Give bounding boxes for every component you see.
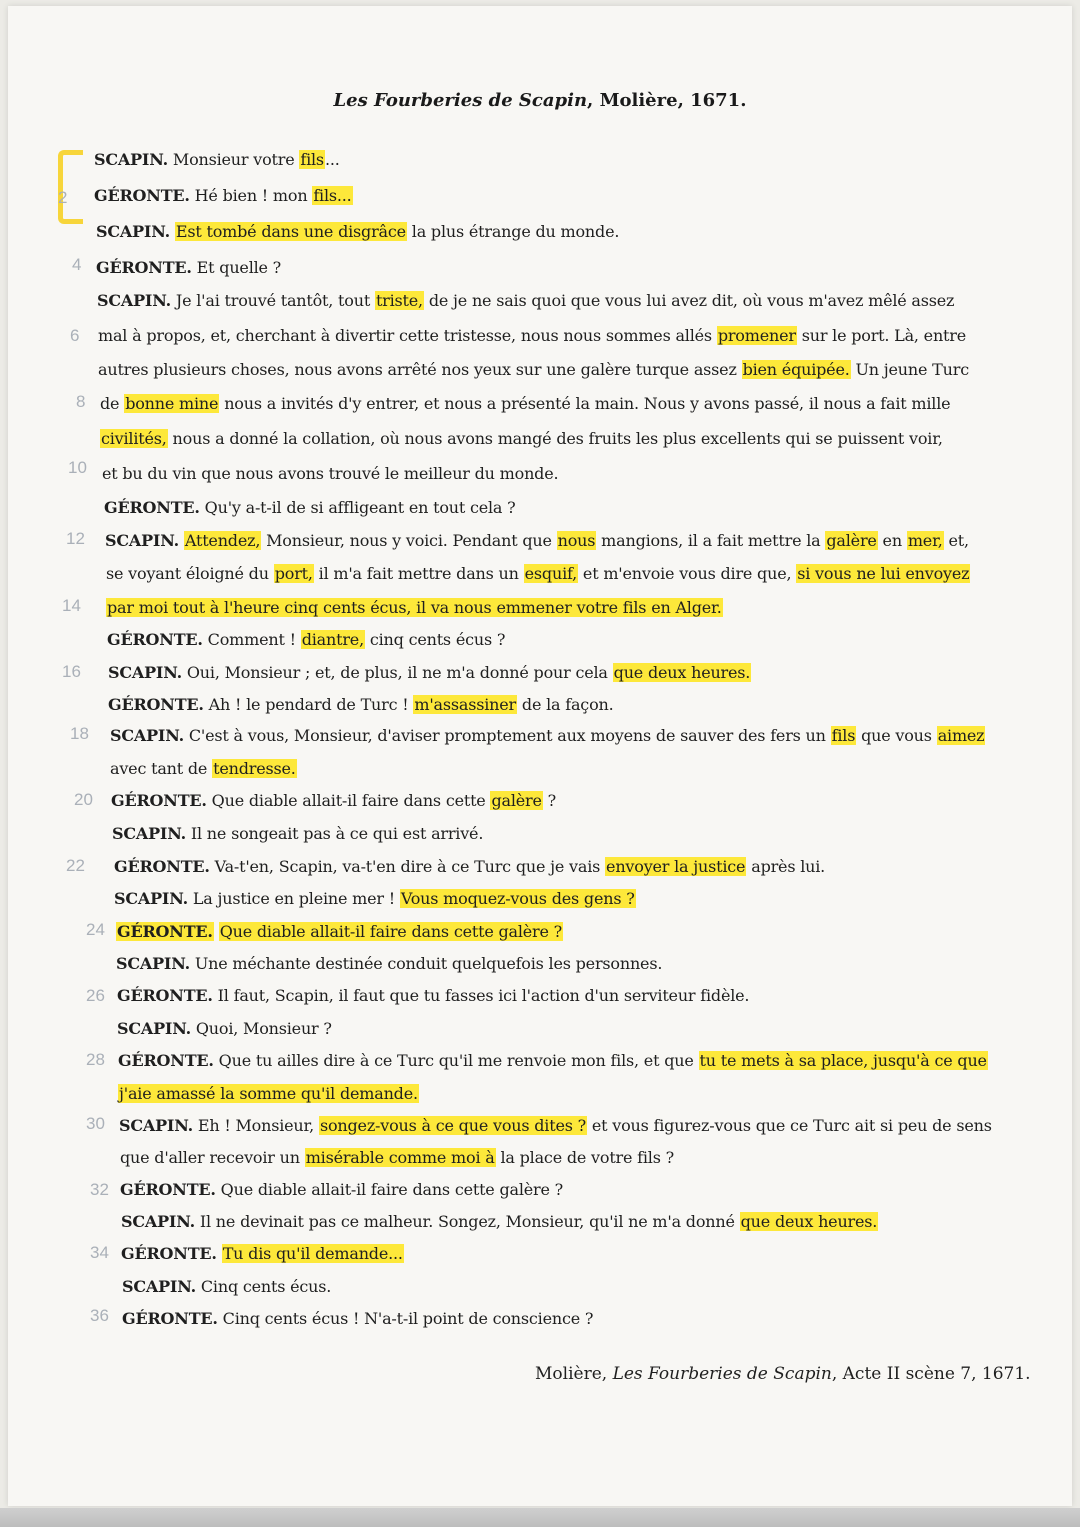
- highlighted-text: triste,: [375, 291, 423, 310]
- dialogue-line: [114, 857, 825, 876]
- line-text: Cinq cents écus ! N'a-t-il point de conscience ?: [217, 1309, 594, 1328]
- margin-line-number: 18: [70, 724, 89, 743]
- dialogue-line: [107, 630, 505, 649]
- line-text: Que diable allait-il faire dans cette: [206, 791, 491, 810]
- highlighted-text: par moi tout à l'heure cinq cents écus, il va nous emmener votre fils en Alger.: [107, 598, 722, 617]
- line-text: se voyant éloigné du: [106, 564, 274, 583]
- line-text: et m'envoie vous dire que,: [578, 564, 797, 583]
- dialogue-line: [105, 531, 969, 550]
- line-text: mal à propos, et, cherchant à divertir cette tristesse, nous nous sommes allés: [98, 326, 717, 345]
- line-text: [214, 922, 219, 941]
- speaker-name: SCAPIN.: [114, 889, 188, 908]
- dialogue-line: [114, 889, 636, 908]
- line-text: Il ne songeait pas à ce qui est arrivé.: [186, 824, 484, 843]
- dialogue-line: [121, 1244, 404, 1263]
- highlighted-text: Attendez,: [184, 531, 261, 550]
- highlighted-text: bonne mine: [125, 394, 219, 413]
- line-text: ...: [324, 150, 340, 169]
- line-text: et,: [943, 531, 969, 550]
- line-text: autres plusieurs choses, nous avons arrêté nos yeux sur une galère turque assez: [98, 360, 742, 379]
- line-text: après lui.: [746, 857, 826, 876]
- dialogue-line: [94, 150, 340, 169]
- speaker-name: SCAPIN.: [117, 1019, 191, 1038]
- speaker-name: GÉRONTE.: [118, 1051, 214, 1070]
- line-text: Qu'y a-t-il de si affligeant en tout cela ?: [199, 498, 516, 517]
- speaker-name: SCAPIN.: [96, 222, 170, 241]
- highlighted-text: aimez: [937, 726, 985, 745]
- speaker-name: GÉRONTE.: [117, 986, 213, 1005]
- line-text: Je l'ai trouvé tantôt, tout: [171, 291, 375, 310]
- dialogue-line: [122, 1277, 331, 1296]
- speaker-name: SCAPIN.: [110, 726, 184, 745]
- speaker-name: GÉRONTE.: [111, 791, 207, 810]
- dialogue-line: [106, 598, 723, 617]
- line-text: sur le port. Là, entre: [796, 326, 967, 345]
- dialogue-line: [106, 564, 970, 583]
- speaker-name: GÉRONTE.: [114, 857, 210, 876]
- margin-line-number: 12: [66, 529, 85, 548]
- line-text: Comment !: [202, 630, 301, 649]
- highlighted-text: Que diable allait-il faire dans cette galère ?: [219, 922, 563, 941]
- dialogue-line: [98, 360, 969, 379]
- dialogue-line: [112, 824, 483, 843]
- highlighted-text: si vous ne lui envoyez: [797, 564, 970, 583]
- dialogue-line: [120, 1180, 563, 1199]
- highlighted-text: songez-vous à ce que vous dites ?: [319, 1116, 586, 1135]
- margin-line-number: 16: [62, 662, 81, 681]
- speaker-name: SCAPIN.: [105, 531, 179, 550]
- highlighted-text: misérable comme moi à: [305, 1148, 495, 1167]
- highlighted-text: fils: [831, 726, 856, 745]
- dialogue-line: [118, 1084, 419, 1103]
- footer-author: Molière,: [535, 1364, 613, 1384]
- footer-work: Les Fourberies de Scapin: [612, 1364, 832, 1384]
- speaker-name: GÉRONTE.: [120, 1180, 216, 1199]
- highlighted-text: fils...: [313, 186, 352, 205]
- highlighted-text: promener: [717, 326, 796, 345]
- line-text: il m'a fait mettre dans un: [313, 564, 524, 583]
- margin-line-number: 2: [58, 188, 68, 207]
- dialogue-line: [108, 663, 751, 682]
- speaker-name: SCAPIN.: [94, 150, 168, 169]
- margin-line-number: 24: [86, 920, 105, 939]
- line-text: Il faut, Scapin, il faut que tu fasses ici l'action d'un serviteur fidèle.: [212, 986, 750, 1005]
- margin-line-number: 20: [74, 790, 93, 809]
- line-text: C'est à vous, Monsieur, d'aviser promptement aux moyens de sauver des fers un: [184, 726, 831, 745]
- line-text: et bu du vin que nous avons trouvé le meilleur du monde.: [102, 464, 559, 483]
- dialogue-line: [94, 186, 353, 205]
- dialogue-line: [108, 695, 614, 714]
- highlighted-text: que deux heures.: [613, 663, 751, 682]
- speaker-name: GÉRONTE.: [117, 922, 213, 941]
- source-reference: [535, 1364, 1031, 1384]
- dialogue-line: [102, 464, 558, 483]
- dialogue-line: [100, 394, 950, 413]
- line-text: et vous figurez-vous que ce Turc ait si peu de sens: [587, 1116, 992, 1135]
- line-text: Va-t'en, Scapin, va-t'en dire à ce Turc que je vais: [209, 857, 606, 876]
- line-text: que vous: [856, 726, 937, 745]
- dialogue-line: [121, 1212, 878, 1231]
- speaker-name: GÉRONTE.: [122, 1309, 218, 1328]
- dialogue-line: [110, 759, 297, 778]
- speaker-name: GÉRONTE.: [94, 186, 190, 205]
- line-text: [217, 1244, 222, 1263]
- highlighted-text: Vous moquez-vous des gens ?: [400, 889, 635, 908]
- dialogue-line: [110, 726, 985, 745]
- margin-line-number: 6: [70, 326, 80, 345]
- dialogue-line: [116, 922, 563, 941]
- dialogue-line: [117, 986, 749, 1005]
- line-text: cinq cents écus ?: [364, 630, 506, 649]
- highlighted-text: que deux heures.: [740, 1212, 878, 1231]
- speaker-name: SCAPIN.: [97, 291, 171, 310]
- speaker-name: GÉRONTE.: [108, 695, 204, 714]
- line-text: Un jeune Turc: [850, 360, 969, 379]
- highlighted-text: diantre,: [301, 630, 364, 649]
- line-text: de la façon.: [517, 695, 614, 714]
- line-text: de: [100, 394, 125, 413]
- speaker-name: GÉRONTE.: [104, 498, 200, 517]
- highlighted-text: j'aie amassé la somme qu'il demande.: [119, 1084, 418, 1103]
- margin-line-number: 36: [90, 1306, 109, 1325]
- title-author-year: , Molière, 1671.: [587, 90, 747, 111]
- line-text: Ah ! le pendard de Turc !: [203, 695, 414, 714]
- footer-ref: , Acte II scène 7, 1671.: [831, 1364, 1031, 1384]
- highlighted-text: nous: [557, 531, 596, 550]
- speaker-name: GÉRONTE.: [121, 1244, 217, 1263]
- title-work: Les Fourberies de Scapin: [333, 90, 588, 111]
- highlighted-text: tu te mets à sa place, jusqu'à ce que: [699, 1051, 987, 1070]
- dialogue-line: [111, 791, 556, 810]
- line-text: Que tu ailles dire à ce Turc qu'il me renvoie mon fils, et que: [213, 1051, 699, 1070]
- line-text: la place de votre fils ?: [495, 1148, 674, 1167]
- line-text: Que diable allait-il faire dans cette galère ?: [215, 1180, 564, 1199]
- margin-line-number: 22: [66, 856, 85, 875]
- highlighted-text: galère: [491, 791, 542, 810]
- line-text: Oui, Monsieur ; et, de plus, il ne m'a donné pour cela: [182, 663, 613, 682]
- line-text: Hé bien ! mon: [189, 186, 313, 205]
- line-text: que d'aller recevoir un: [120, 1148, 305, 1167]
- line-text: mangions, il a fait mettre la: [596, 531, 826, 550]
- dialogue-line: [117, 1019, 332, 1038]
- highlighted-text: Tu dis qu'il demande...: [222, 1244, 403, 1263]
- dialogue-line: [116, 954, 662, 973]
- highlighted-text: envoyer la justice: [606, 857, 746, 876]
- line-text: de je ne sais quoi que vous lui avez dit, où vous m'avez mêlé assez: [423, 291, 955, 310]
- margin-line-number: 28: [86, 1050, 105, 1069]
- dialogue-line: [98, 326, 966, 345]
- line-text: La justice en pleine mer !: [188, 889, 400, 908]
- line-text: Eh ! Monsieur,: [193, 1116, 319, 1135]
- highlighted-text: fils: [300, 150, 324, 169]
- highlighted-text: tendresse.: [213, 759, 296, 778]
- dialogue-line: [119, 1116, 992, 1135]
- line-text: Quoi, Monsieur ?: [191, 1019, 332, 1038]
- dialogue-line: [100, 429, 943, 448]
- highlighted-text: esquif,: [524, 564, 578, 583]
- dialogue-line: [120, 1148, 674, 1167]
- highlighted-text: galère: [826, 531, 877, 550]
- speaker-name: SCAPIN.: [119, 1116, 193, 1135]
- speaker-name: SCAPIN.: [108, 663, 182, 682]
- dialogue-line: [118, 1051, 988, 1070]
- line-text: nous a donné la collation, où nous avons mangé des fruits les plus excellents qui se puissent voir,: [167, 429, 943, 448]
- line-text: Monsieur, nous y voici. Pendant que: [261, 531, 557, 550]
- speaker-name: GÉRONTE.: [96, 258, 192, 277]
- line-text: avec tant de: [110, 759, 213, 778]
- speaker-name: GÉRONTE.: [107, 630, 203, 649]
- line-text: la plus étrange du monde.: [406, 222, 620, 241]
- margin-line-number: 30: [86, 1114, 105, 1133]
- margin-line-number: 4: [72, 255, 82, 274]
- margin-line-number: 14: [62, 596, 81, 615]
- highlighted-text: Est tombé dans une disgrâce: [175, 222, 406, 241]
- line-text: Cinq cents écus.: [196, 1277, 332, 1296]
- speaker-name: SCAPIN.: [116, 954, 190, 973]
- speaker-name: SCAPIN.: [112, 824, 186, 843]
- dialogue-line: [96, 222, 619, 241]
- speaker-name: SCAPIN.: [121, 1212, 195, 1231]
- line-text: Monsieur votre: [168, 150, 300, 169]
- margin-line-number: 34: [90, 1243, 109, 1262]
- line-text: en: [877, 531, 907, 550]
- margin-line-number: 26: [86, 986, 105, 1005]
- highlighted-text: port,: [274, 564, 313, 583]
- highlighted-text: civilités,: [101, 429, 167, 448]
- margin-line-number: 32: [90, 1180, 109, 1199]
- line-text: Une méchante destinée conduit quelquefois les personnes.: [190, 954, 663, 973]
- line-text: Et quelle ?: [191, 258, 282, 277]
- line-text: ?: [542, 791, 557, 810]
- margin-bracket-mark: [58, 150, 83, 224]
- document-title: [0, 90, 1080, 111]
- margin-line-number: 10: [68, 458, 87, 477]
- highlighted-text: m'assassiner: [414, 695, 517, 714]
- dialogue-line: [104, 498, 516, 517]
- speaker-name: SCAPIN.: [122, 1277, 196, 1296]
- highlighted-text: mer,: [907, 531, 943, 550]
- margin-line-number: 8: [76, 392, 86, 411]
- dialogue-line: [96, 258, 281, 277]
- scan-edge: [0, 1508, 1080, 1527]
- dialogue-line: [97, 291, 954, 310]
- line-text: nous a invités d'y entrer, et nous a présenté la main. Nous y avons passé, il nous a fait mille: [219, 394, 951, 413]
- highlighted-text: bien équipée.: [742, 360, 850, 379]
- line-text: Il ne devinait pas ce malheur. Songez, Monsieur, qu'il ne m'a donné: [195, 1212, 740, 1231]
- dialogue-line: [122, 1309, 593, 1328]
